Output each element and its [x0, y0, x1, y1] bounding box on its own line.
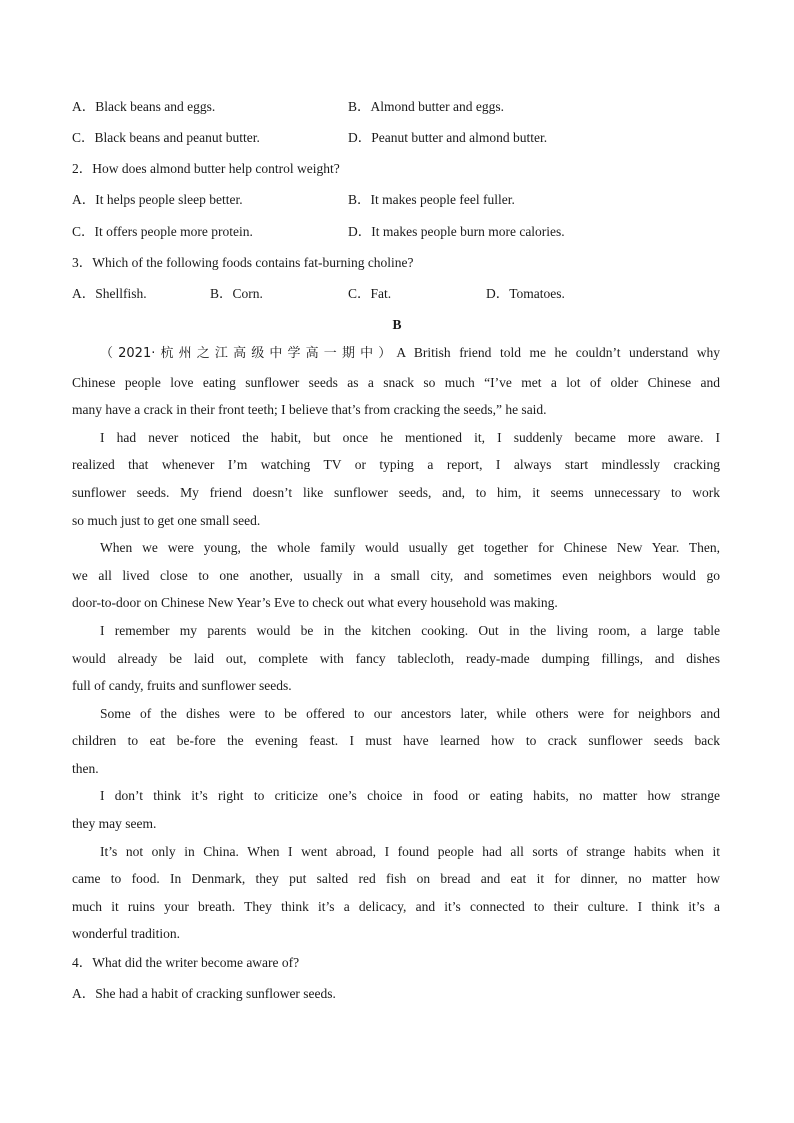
passage-line: children to eat be-fore the evening feast. I must have learned how to crack sunflower seeds back	[72, 733, 720, 748]
q1-option-a: A．Black beans and eggs.	[72, 99, 216, 114]
q1-option-b: B．Almond butter and eggs.	[348, 99, 504, 114]
passage-line: many have a crack in their front teeth; I believe that’s from cracking the seeds,” he said.	[72, 402, 547, 417]
passage-line: we all lived close to one another, usually in a small city, and sometimes even neighbors would go	[72, 568, 720, 583]
passage-source: （2021·杭州之江高级中学高一期中）	[100, 346, 397, 361]
passage-line: Some of the dishes were to be offered to our ancestors later, while others were for neighbors and	[100, 706, 720, 721]
passage-text: A British friend told me he couldn’t understand why	[396, 345, 721, 360]
passage-line: wonderful tradition.	[72, 926, 180, 941]
q2-option-c: C．It offers people more protein.	[72, 224, 253, 239]
passage-line: full of candy, fruits and sunflower seeds.	[72, 678, 292, 693]
passage-line: door-to-door on Chinese New Year’s Eve to check out what every household was making.	[72, 595, 558, 610]
passage-line: I remember my parents would be in the kitchen cooking. Out in the living room, a large table	[100, 623, 720, 638]
q1-option-c: C．Black beans and peanut butter.	[72, 130, 260, 145]
q2-option-a: A．It helps people sleep better.	[72, 192, 243, 207]
q2-stem: 2．How does almond butter help control weight?	[72, 161, 340, 176]
passage-line	[100, 344, 720, 363]
passage-line: realized that whenever I’m watching TV or typing a report, I always start mindlessly cracking	[72, 457, 720, 472]
passage-line: I don’t think it’s right to criticize one’s choice in food or eating habits, no matter how strange	[100, 788, 720, 803]
q3-option-d: D．Tomatoes.	[486, 286, 565, 301]
q3-option-a: A．Shellfish.	[72, 286, 147, 301]
passage-line: came to food. In Denmark, they put salted red fish on bread and eat it for dinner, no matter how	[72, 871, 720, 886]
passage-line: then.	[72, 761, 99, 776]
q3-stem: 3．Which of the following foods contains fat-burning choline?	[72, 255, 414, 270]
q2-option-b: B．It makes people feel fuller.	[348, 192, 515, 207]
q3-option-c: C．Fat.	[348, 286, 392, 301]
passage-line: so much just to get one small seed.	[72, 513, 261, 528]
passage-line: It’s not only in China. When I went abroad, I found people had all sorts of strange habits when it	[100, 844, 720, 859]
passage-line: they may seem.	[72, 816, 157, 831]
passage-line: sunflower seeds. My friend doesn’t like sunflower seeds, and, to him, it seems unnecessary to work	[72, 485, 720, 500]
passage-line: would already be laid out, complete with fancy tablecloth, ready-made dumping fillings, and dishes	[72, 651, 720, 666]
section-heading: B	[392, 317, 402, 332]
passage-line: Chinese people love eating sunflower seeds as a snack so much “I’ve met a lot of older Chinese and	[72, 375, 720, 390]
passage-line: When we were young, the whole family would usually get together for Chinese New Year. Then,	[100, 540, 720, 555]
q3-option-b: B．Corn.	[210, 286, 263, 301]
q4-option-a: A．She had a habit of cracking sunflower seeds.	[72, 986, 336, 1001]
passage-line: I had never noticed the habit, but once he mentioned it, I suddenly became more aware. I	[100, 430, 720, 445]
q1-option-d: D．Peanut butter and almond butter.	[348, 130, 548, 145]
q4-stem: 4．What did the writer become aware of?	[72, 955, 300, 970]
passage-line: much it ruins your breath. They think it’s a delicacy, and it’s connected to their culture. I think it’s a	[72, 899, 720, 914]
q2-option-d: D．It makes people burn more calories.	[348, 224, 565, 239]
